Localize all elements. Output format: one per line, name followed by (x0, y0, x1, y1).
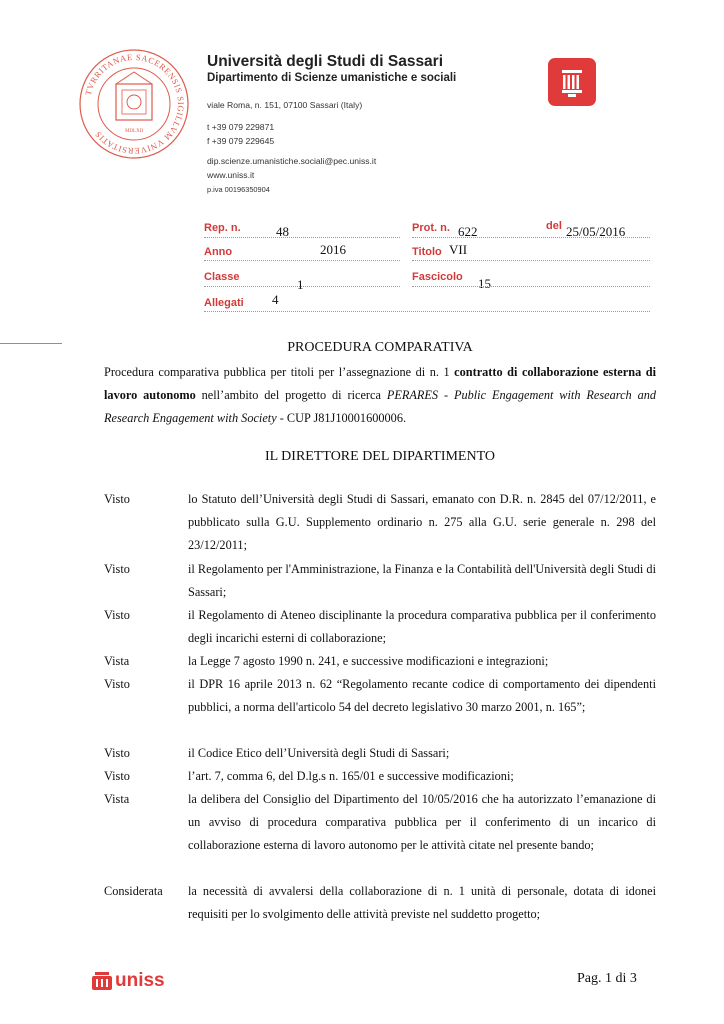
fascicolo-value: 15 (478, 276, 491, 291)
intro-bold: contratto di collaborazione esterna di lavoro autonomo (104, 365, 656, 402)
director-heading: IL DIRETTORE DEL DIPARTIMENTO (264, 449, 495, 464)
anno-dotline (204, 260, 400, 261)
item-label: Considerata (104, 884, 163, 898)
del-value: 25/05/2016 (566, 224, 626, 239)
item-text: il Codice Etico dell’Università degli Studi di Sassari; (188, 746, 450, 760)
uniss-building-icon (548, 58, 596, 106)
seal-year: MDLXII (124, 129, 144, 134)
item-text: la necessità di avvalersi della collaborazione di n. 1 unità di personale, dotata di idonei requisiti per lo svolgimento delle attività previste nel suddetto progetto; (188, 884, 656, 921)
anno-label: Anno (204, 246, 233, 258)
seal-ring-text: TVRRITANAE SACERENSIS SIGILLVM VNIVERSITATIS (82, 51, 187, 157)
prot-label: Prot. n. (412, 222, 450, 234)
footer-logo (92, 970, 165, 992)
anno-value: 2016 (320, 242, 346, 257)
prot-value: 622 (458, 224, 478, 239)
item-text: la delibera del Consiglio del Dipartimento del 10/05/2016 che ha autorizzato l’emanazione di un avviso di procedura comparativa pubblica per il conferimento di un incarico di collaborazione esterna di lavoro autonomo per le attività citate nel presente bando; (188, 792, 656, 852)
item-text: lo Statuto dell’Università degli Studi di Sassari, emanato con D.R. n. 2845 del 07/12/2011, e pubblicato sulla G.U. Supplemento ordinario n. 275 alla G.U. serie generale n. 298 del 23/12/2011; (188, 492, 656, 552)
vat-number: p.iva 00196350904 (207, 185, 270, 194)
item-label: Visto (104, 746, 130, 760)
pec-email[interactable]: dip.scienze.umanistiche.sociali@pec.uniss.it (207, 156, 377, 166)
item-label: Vista (104, 792, 130, 806)
allegati-dotline (204, 311, 650, 312)
titolo-label: Titolo (412, 246, 442, 258)
item-text: l’art. 7, comma 6, del D.lg.s n. 165/01 e successive modificazioni; (188, 769, 514, 783)
phone: t +39 079 229871 (207, 122, 275, 132)
item-label: Visto (104, 608, 130, 622)
department-name: Dipartimento di Scienze umanistiche e sociali (207, 72, 457, 84)
fascicolo-label: Fascicolo (412, 271, 463, 283)
fascicolo-dotline (412, 286, 650, 287)
item-label: Visto (104, 562, 130, 576)
item-label: Visto (104, 492, 130, 506)
classe-label: Classe (204, 271, 240, 283)
fax: f +39 079 229645 (207, 136, 275, 146)
university-seal (78, 48, 190, 160)
page-number: Pag. 1 di 3 (577, 971, 637, 986)
rep-value: 48 (276, 224, 289, 239)
item-text: la Legge 7 agosto 1990 n. 241, e successive modificazioni e integrazioni; (188, 654, 549, 668)
classe-dotline (204, 286, 400, 287)
item-label: Vista (104, 654, 130, 668)
titolo-value: VII (449, 242, 468, 257)
intro-part1: Procedura comparativa pubblica per titoli per l’assegnazione di n. 1 (104, 365, 455, 379)
titolo-dotline (412, 260, 650, 261)
intro-italic: PERARES - Public Engagement with Research and Research Engagement with Society (104, 388, 657, 425)
item-text: il Regolamento per l'Amministrazione, la Finanza e la Contabilità dell'Università degli Studi di Sassari; (188, 562, 656, 599)
address: viale Roma, n. 151, 07100 Sassari (Italy) (207, 100, 363, 110)
item-label: Visto (104, 677, 130, 691)
uniss-logo-icon (92, 972, 112, 990)
classe-value: 1 (297, 277, 304, 292)
prot-dotline (412, 237, 650, 238)
website[interactable]: www.uniss.it (207, 170, 255, 180)
rep-label: Rep. n. (204, 222, 241, 234)
allegati-value: 4 (272, 292, 279, 307)
item-label: Visto (104, 769, 130, 783)
intro-part3: - CUP J81J10001600006. (276, 411, 407, 425)
intro-paragraph (104, 361, 656, 430)
del-label: del (546, 220, 562, 232)
item-text: il Regolamento di Ateneo disciplinante la procedura comparativa pubblica per il conferimento degli incarichi esterni di collaborazione; (188, 608, 656, 645)
allegati-label: Allegati (204, 297, 244, 309)
margin-mark (0, 343, 62, 344)
intro-part2: nell’ambito del progetto di ricerca (195, 388, 387, 402)
item-text: il DPR 16 aprile 2013 n. 62 “Regolamento recante codice di comportamento dei dipendenti pubblici, a norma dell'articolo 54 del decreto legislativo 30 marzo 2001, n. 165”; (188, 677, 656, 714)
document-title: PROCEDURA COMPARATIVA (287, 340, 473, 355)
university-name: Università degli Studi di Sassari (207, 53, 444, 70)
rep-dotline (204, 237, 400, 238)
footer-logo-text: uniss (115, 970, 165, 991)
